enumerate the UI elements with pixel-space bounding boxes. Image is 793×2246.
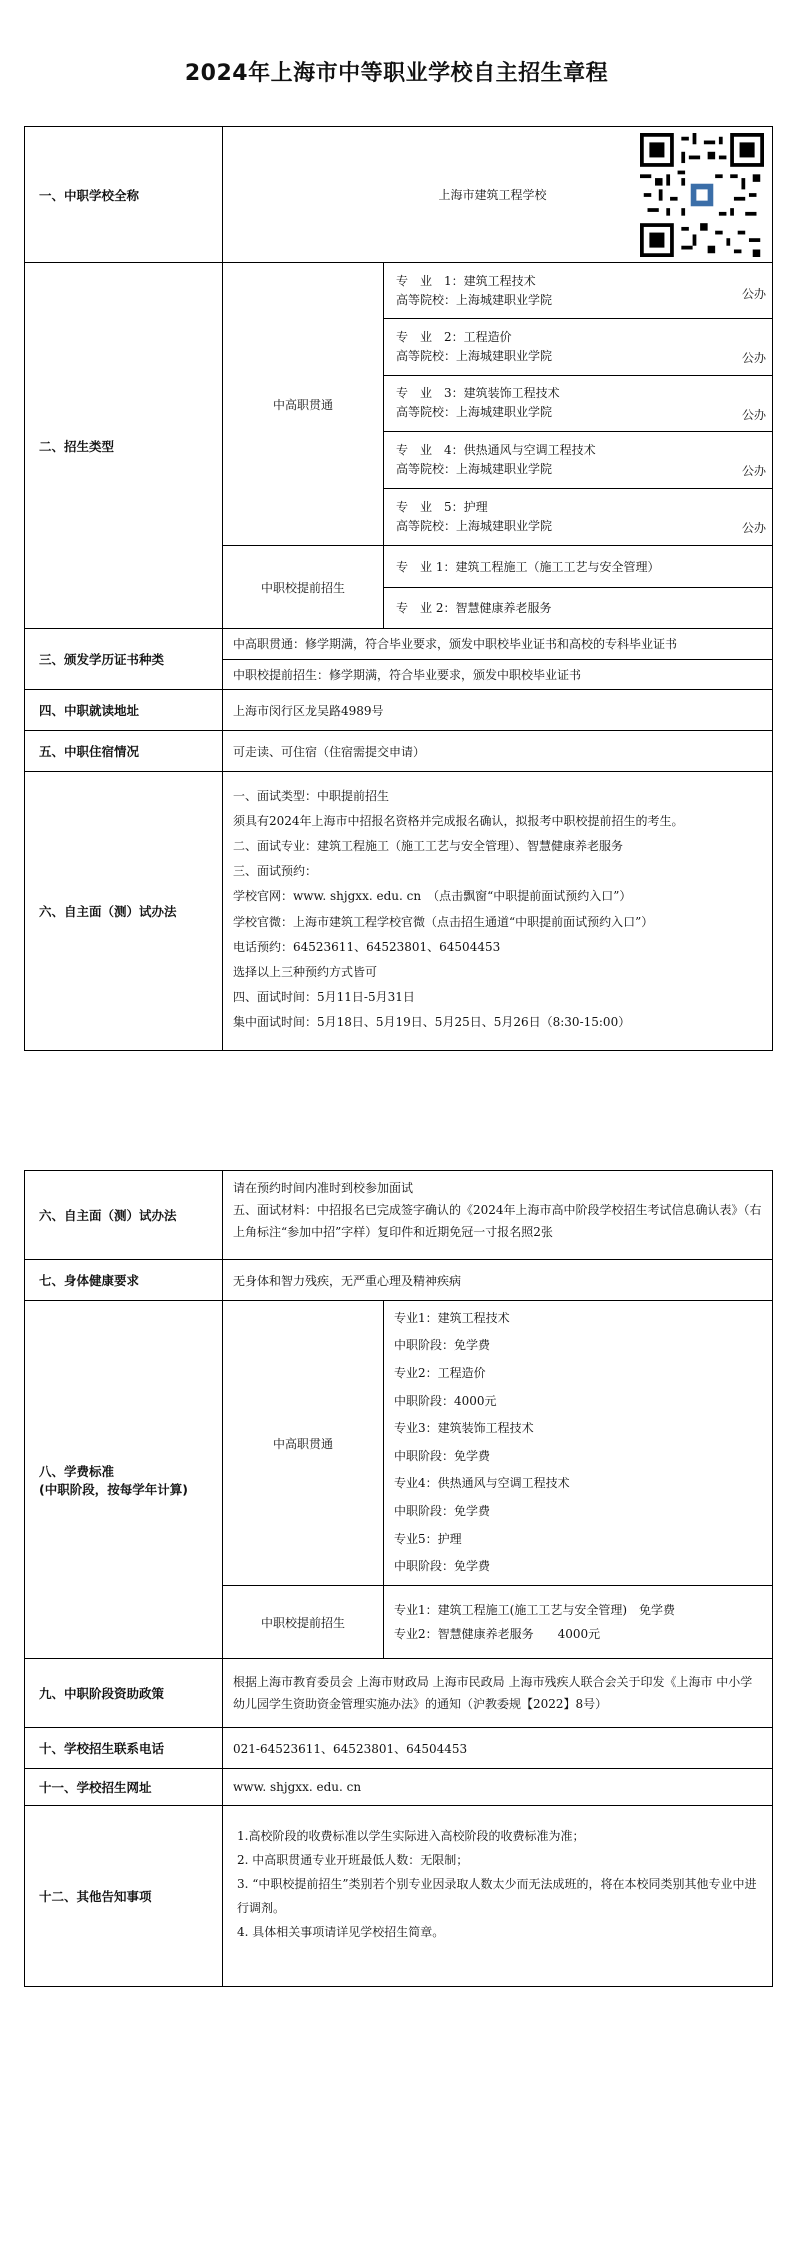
interview-line: 电话预约：64523611、64523801、64504453 bbox=[233, 939, 501, 954]
gt-major-item bbox=[384, 376, 772, 432]
row-accommodation bbox=[25, 731, 773, 772]
interview-line: 选择以上三种预约方式皆可 bbox=[233, 964, 378, 979]
row-label: 一、中职学校全称 bbox=[25, 127, 223, 262]
major-name: 专 业 4：供热通风与空调工程技术 bbox=[396, 442, 596, 457]
row-label: 六、自主面（测）试办法 bbox=[25, 1171, 223, 1259]
college-name: 高等院校：上海城建职业学院 bbox=[396, 405, 553, 420]
row-tuition bbox=[25, 1301, 773, 1659]
college-type: 公办 bbox=[741, 287, 766, 301]
tuition-gt-label: 中高职贯通 bbox=[223, 1301, 384, 1585]
row-label bbox=[25, 1301, 223, 1658]
interview-line: 二、面试专业：建筑工程施工（施工工艺与安全管理）、智慧健康养老服务 bbox=[233, 838, 624, 853]
row-phone bbox=[25, 1728, 773, 1769]
college-name: 高等院校：上海城建职业学院 bbox=[396, 349, 553, 364]
row-label: 十一、学校招生网址 bbox=[25, 1769, 223, 1805]
tuition-tq-item: 专业2：智慧健康养老服务 4000元 bbox=[394, 1627, 601, 1641]
interview-details bbox=[223, 772, 773, 1050]
tq-label: 中职校提前招生 bbox=[223, 546, 384, 628]
other-notes bbox=[223, 1806, 773, 1986]
certificate-gt: 中高职贯通：修学期满，符合毕业要求，颁发中职校毕业证书和高校的专科毕业证书 bbox=[223, 629, 772, 660]
interview-line: 四、面试时间：5月11日-5月31日 bbox=[233, 990, 415, 1005]
row-label: 六、自主面（测）试办法 bbox=[25, 772, 223, 1050]
gt-major-item bbox=[384, 319, 772, 375]
interview-details-cont bbox=[223, 1171, 773, 1259]
major-name: 专 业 2：工程造价 bbox=[396, 330, 512, 345]
interview-line: 学校官微：上海市建筑工程学校官微（点击招生通道“中职提前面试预约入口”） bbox=[233, 914, 654, 929]
certificate-cell bbox=[223, 629, 773, 689]
college-type: 公办 bbox=[741, 407, 766, 422]
interview-line: 一、面试类型：中职提前招生 bbox=[233, 788, 390, 803]
row-interview-cont bbox=[25, 1171, 773, 1260]
aid-policy: 根据上海市教育委员会 上海市财政局 上海市民政局 上海市残疾人联合会关于印发《上海市 中小学幼儿园学生资助资金管理实施办法》的通知（沪教委规【2022】8号） bbox=[223, 1659, 773, 1727]
gt-label: 中高职贯通 bbox=[223, 263, 384, 545]
tuition-gt-line: 专业5：护理 bbox=[394, 1531, 462, 1546]
interview-materials: 五、面试材料：中招报名已完成签字确认的《2024年上海市高中阶段学校招生考试信息确认表》（右上角标注“参加中招”字样）复印件和近期免冠一寸报名照2张 bbox=[233, 1203, 762, 1239]
row-certificate bbox=[25, 629, 773, 690]
college-type: 公办 bbox=[741, 520, 766, 535]
major-name: 专 业 3：建筑装饰工程技术 bbox=[396, 386, 560, 401]
row-label: 二、招生类型 bbox=[25, 263, 223, 628]
tuition-gt-line: 专业1：建筑工程技术 bbox=[394, 1310, 510, 1325]
gt-major-item bbox=[384, 489, 772, 545]
tuition-gt-line: 专业3：建筑装饰工程技术 bbox=[394, 1421, 534, 1436]
gt-major-item bbox=[384, 432, 772, 488]
note-item: 1.高校阶段的收费标准以学生实际进入高校阶段的收费标准为准； bbox=[237, 1829, 585, 1843]
tuition-gt-line: 专业2：工程造价 bbox=[394, 1365, 486, 1380]
gt-major-list bbox=[384, 263, 772, 545]
major-name: 专 业 5：护理 bbox=[396, 499, 488, 514]
interview-line: 学校官网：www. shjgxx. edu. cn （点击飘窗“中职提前面试预约入口”） bbox=[233, 889, 632, 904]
row-health bbox=[25, 1260, 773, 1301]
row-other-notes bbox=[25, 1806, 773, 1987]
tuition-gt-list bbox=[384, 1301, 772, 1585]
address: 上海市闵行区龙吴路4989号 bbox=[223, 690, 773, 730]
tuition-cell bbox=[223, 1301, 773, 1658]
tuition-gt-line: 中职阶段：免学费 bbox=[394, 1338, 491, 1353]
row-label: 五、中职住宿情况 bbox=[25, 731, 223, 771]
school-name: 上海市建筑工程学校 bbox=[438, 188, 547, 202]
college-type: 公办 bbox=[741, 351, 766, 366]
qr-code-icon bbox=[640, 133, 764, 257]
interview-line: 集中面试时间：5月18日、5月19日、5月25日、5月26日（8:30-15:00） bbox=[233, 1015, 631, 1030]
row-label: 三、颁发学历证书种类 bbox=[25, 629, 223, 689]
note-item: 2. 中高职贯通专业开班最低人数：无限制； bbox=[237, 1853, 469, 1867]
row-label: 四、中职就读地址 bbox=[25, 690, 223, 730]
tuition-gt-line: 中职阶段：免学费 bbox=[394, 1503, 491, 1518]
accommodation: 可走读、可住宿（住宿需提交申请） bbox=[223, 731, 773, 771]
tuition-label: 八、学费标准 bbox=[39, 1463, 115, 1479]
page-title: 2024年上海市中等职业学校自主招生章程 bbox=[184, 61, 609, 86]
tuition-gt-line: 中职阶段：免学费 bbox=[394, 1448, 491, 1463]
health-requirement: 无身体和智力残疾，无严重心理及精神疾病 bbox=[223, 1260, 773, 1300]
tuition-label-note: (中职阶段，按每学年计算) bbox=[39, 1481, 188, 1497]
major-name: 专 业 1：建筑工程技术 bbox=[396, 273, 536, 288]
tuition-tq-list bbox=[384, 1586, 772, 1658]
tuition-tq-label: 中职校提前招生 bbox=[223, 1586, 384, 1658]
gt-major-item bbox=[384, 263, 772, 319]
enrollment-table-part2 bbox=[24, 1170, 773, 1987]
tuition-gt-line: 中职阶段：4000元 bbox=[394, 1393, 497, 1408]
college-name: 高等院校：上海城建职业学院 bbox=[396, 518, 553, 533]
tuition-tq-item: 专业1：建筑工程施工(施工工艺与安全管理) 免学费 bbox=[394, 1603, 676, 1617]
interview-note: 请在预约时间内准时到校参加面试 bbox=[233, 1181, 414, 1195]
college-type: 公办 bbox=[741, 464, 766, 479]
college-name: 高等院校：上海城建职业学院 bbox=[396, 461, 553, 476]
tq-section bbox=[223, 546, 772, 628]
tuition-tq-section bbox=[223, 1586, 772, 1658]
tq-major: 专 业 2：智慧健康养老服务 bbox=[396, 601, 552, 616]
row-address bbox=[25, 690, 773, 731]
row-label: 十、学校招生联系电话 bbox=[25, 1728, 223, 1768]
tq-major: 专 业 1：建筑工程施工（施工工艺与安全管理） bbox=[384, 546, 772, 588]
row-label: 十二、其他告知事项 bbox=[25, 1806, 223, 1986]
website[interactable]: www. shjgxx. edu. cn bbox=[223, 1769, 773, 1805]
row-label: 九、中职阶段资助政策 bbox=[25, 1659, 223, 1727]
interview-line: 须具有2024年上海市中招报名资格并完成报名确认，拟报考中职校提前招生的考生。 bbox=[233, 813, 684, 828]
enrollment-type-cell bbox=[223, 263, 773, 628]
tuition-gt-line: 中职阶段：免学费 bbox=[394, 1559, 491, 1574]
enrollment-table-part1 bbox=[24, 126, 773, 1051]
row-label: 七、身体健康要求 bbox=[25, 1260, 223, 1300]
row-enrollment-type bbox=[25, 263, 773, 629]
certificate-tq: 中职校提前招生：修学期满，符合毕业要求，颁发中职校毕业证书 bbox=[233, 667, 582, 682]
school-name-cell bbox=[223, 127, 773, 262]
row-interview bbox=[25, 772, 773, 1051]
row-website bbox=[25, 1769, 773, 1806]
interview-line: 三、面试预约： bbox=[233, 864, 318, 879]
gt-section bbox=[223, 263, 772, 546]
row-school-name bbox=[25, 127, 773, 263]
tuition-gt-line: 专业4：供热通风与空调工程技术 bbox=[394, 1476, 570, 1491]
contact-phone: 021-64523611、64523801、64504453 bbox=[223, 1728, 773, 1768]
college-name: 高等院校：上海城建职业学院 bbox=[396, 292, 553, 307]
tuition-gt-section bbox=[223, 1301, 772, 1586]
row-aid-policy bbox=[25, 1659, 773, 1728]
note-item: 4. 具体相关事项请详见学校招生简章。 bbox=[237, 1925, 445, 1939]
note-item: 3. “中职校提前招生”类别若个别专业因录取人数太少而无法成班的，将在本校同类别其他专业中进行调剂。 bbox=[237, 1877, 757, 1915]
tq-major-list bbox=[384, 546, 772, 628]
